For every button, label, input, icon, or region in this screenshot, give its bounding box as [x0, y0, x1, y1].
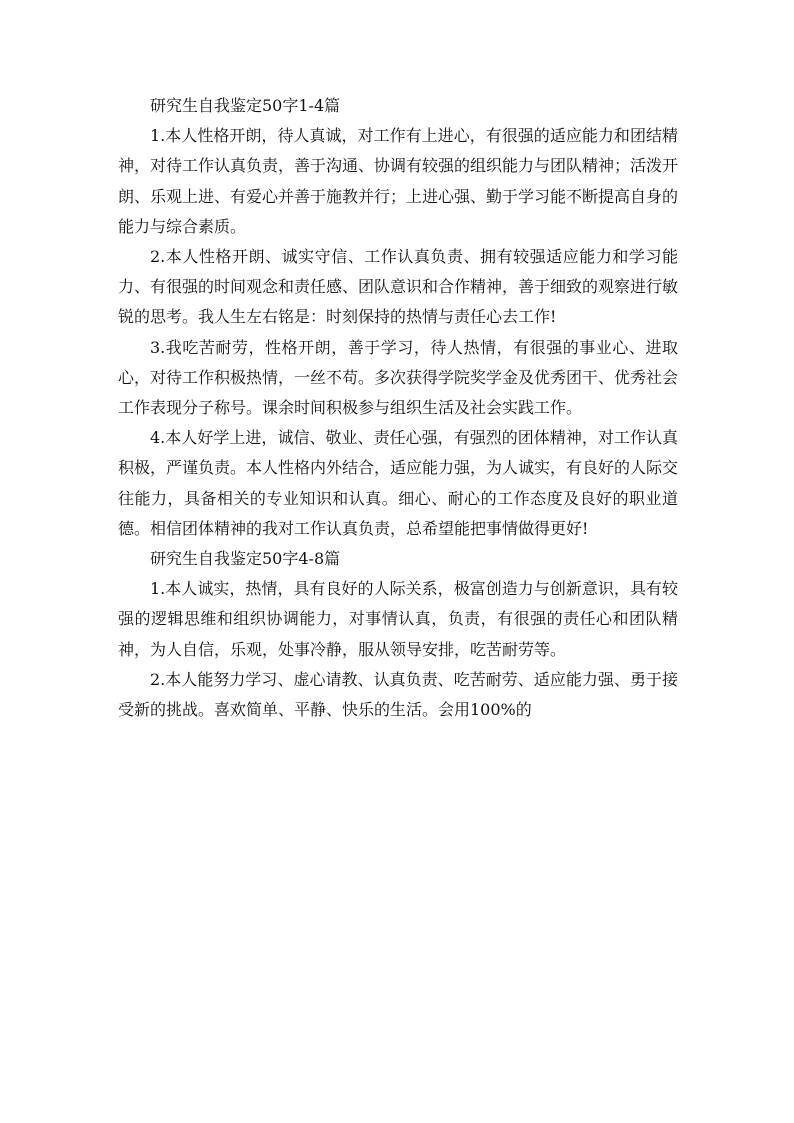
paragraph-1-3: 3.我吃苦耐劳，性格开朗，善于学习，待人热情，有很强的事业心、进取心，对待工作积极热情，一丝不苟。多次获得学院奖学金及优秀团干、优秀社会工作表现分子称号。课余时间积极参与组织生活及社会实践工作。 [118, 337, 679, 418]
section-heading-2: 研究生自我鉴定50字4-8篇 [150, 549, 341, 569]
section-heading-1: 研究生自我鉴定50字1-4篇 [150, 96, 341, 115]
paragraph-1-4: 4.本人好学上进，诚信、敬业、责任心强，有强烈的团体精神，对工作认真积极，严谨负责。本人性格内外结合，适应能力强，为人诚实，有良好的人际交往能力，具备相关的专业知识和认真。细心、耐心的工作态度及良好的职业道德。相信团体精神的我对工作认真负责，总希望能把事情做得更好! [118, 428, 679, 538]
paragraph-2-1: 1.本人诚实，热情，具有良好的人际关系，极富创造力与创新意识，具有较强的逻辑思维和组织协调能力，对事情认真，负责，有很强的责任心和团队精神，为人自信，乐观，处事冷静，服从领导安排，吃苦耐劳等。 [118, 579, 678, 659]
paragraph-1-2: 2.本人性格开朗、诚实守信、工作认真负责、拥有较强适应能力和学习能力、有很强的时间观念和责任感、团队意识和合作精神，善于细致的观察进行敏锐的思考。我人生左右铭是：时刻保持的热情与责任心去工作! [118, 247, 679, 327]
document-body [118, 91, 678, 725]
paragraph-2-2: 2.本人能努力学习、虚心请教、认真负责、吃苦耐劳、适应能力强、勇于接受新的挑战。喜欢简单、平静、快乐的生活。会用100%的 [118, 669, 678, 720]
paragraph-1-1: 1.本人性格开朗，待人真诚，对工作有上进心，有很强的适应能力和团结精神，对待工作认真负责，善于沟通、协调有较强的组织能力与团队精神；活泼开朗、乐观上进、有爱心并善于施教并行；上进心强、勤于学习能不断提高自身的能力与综合素质。 [118, 126, 679, 236]
